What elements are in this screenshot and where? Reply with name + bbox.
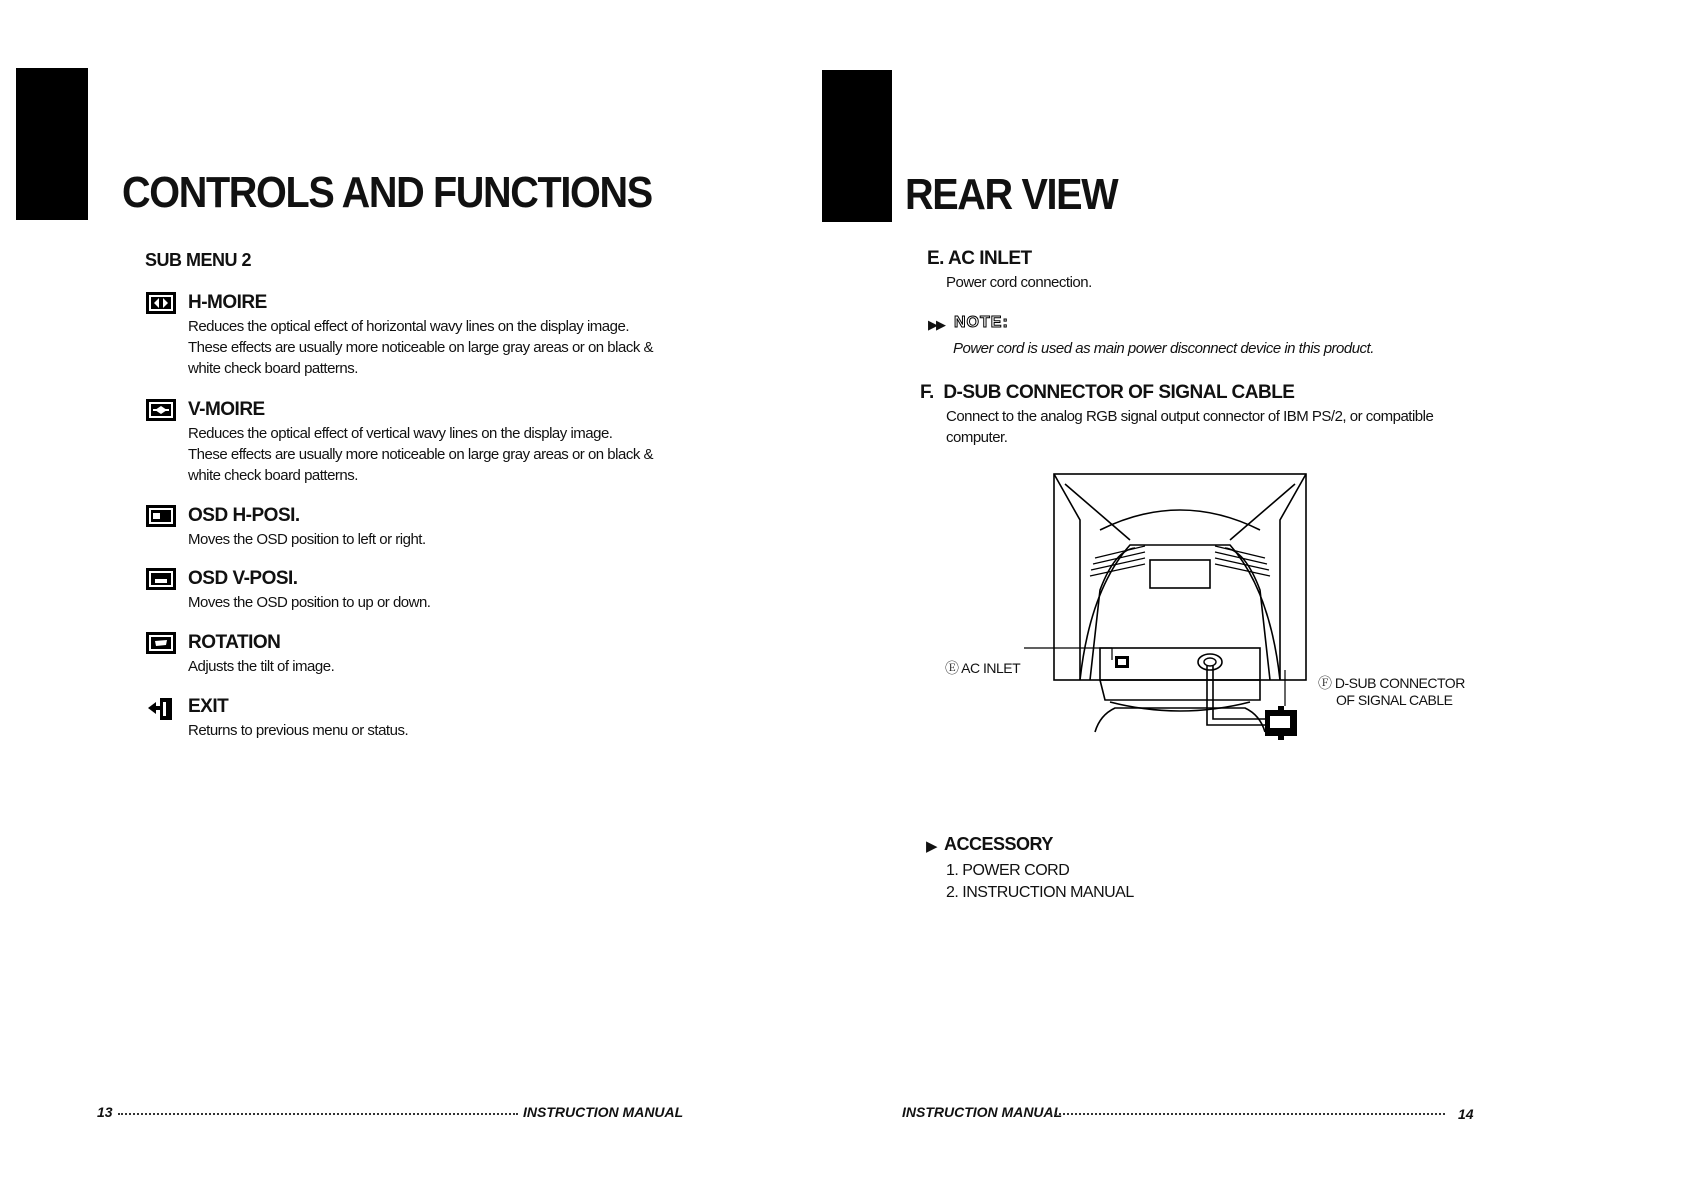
submenu-heading: SUB MENU 2 xyxy=(145,250,252,270)
left-page-number: 13 xyxy=(97,1104,113,1120)
h-moire-desc-2: These effects are usually more noticeable on large gray areas or on black & xyxy=(188,339,653,356)
dsub-desc-2: computer. xyxy=(946,429,1008,446)
monitor-rear-view-figure xyxy=(930,470,1453,760)
rotation-icon xyxy=(146,632,176,654)
osd-h-posi-desc: Moves the OSD position to left or right. xyxy=(188,531,426,548)
accessory-marker: ▶ xyxy=(926,838,938,855)
osd-v-posi-label: OSD V-POSI. xyxy=(188,568,298,589)
osd-v-posi-desc: Moves the OSD position to up or down. xyxy=(188,594,431,611)
v-moire-icon xyxy=(146,399,176,421)
h-moire-desc-1: Reduces the optical effect of horizontal wavy lines on the display image. xyxy=(188,318,629,335)
left-footer-leader xyxy=(118,1113,518,1115)
ac-inlet-desc: Power cord connection. xyxy=(946,274,1092,291)
right-chapter-tab xyxy=(822,70,892,222)
dsub-heading: F. D-SUB CONNECTOR OF SIGNAL CABLE xyxy=(920,382,1295,403)
v-moire-label: V-MOIRE xyxy=(188,399,265,420)
osd-h-posi-icon xyxy=(146,505,176,527)
figure-ac-inlet-label: Ⓔ AC INLET xyxy=(945,660,1021,676)
h-moire-label: H-MOIRE xyxy=(188,292,267,313)
v-moire-desc-2: These effects are usually more noticeable on large gray areas or on black & xyxy=(188,446,653,463)
accessory-heading: ACCESSORY xyxy=(944,834,1053,854)
osd-h-posi-label: OSD H-POSI. xyxy=(188,505,300,526)
rotation-desc: Adjusts the tilt of image. xyxy=(188,658,335,675)
left-footer-manual: INSTRUCTION MANUAL xyxy=(523,1104,684,1120)
ac-inlet-heading: E. AC INLET xyxy=(927,248,1032,269)
note-marker: ▶▶ xyxy=(928,317,944,332)
dsub-desc-1: Connect to the analog RGB signal output connector of IBM PS/2, or compatible xyxy=(946,408,1434,425)
left-chapter-tab xyxy=(16,68,88,220)
note-label: NOTE: xyxy=(954,314,1009,331)
right-page-number: 14 xyxy=(1458,1106,1474,1122)
exit-desc: Returns to previous menu or status. xyxy=(188,722,409,739)
accessory-item-1: 1. POWER CORD xyxy=(946,862,1070,879)
exit-label: EXIT xyxy=(188,696,229,717)
osd-v-posi-icon xyxy=(146,568,176,590)
v-moire-desc-1: Reduces the optical effect of vertical wavy lines on the display image. xyxy=(188,425,613,442)
accessory-item-2: 2. INSTRUCTION MANUAL xyxy=(946,884,1134,901)
left-page-title: CONTROLS AND FUNCTIONS xyxy=(122,168,652,217)
note-text: Power cord is used as main power disconnect device in this product. xyxy=(953,340,1374,357)
v-moire-desc-3: white check board patterns. xyxy=(188,467,358,484)
h-moire-desc-3: white check board patterns. xyxy=(188,360,358,377)
figure-dsub-label-2: OF SIGNAL CABLE xyxy=(1336,692,1453,708)
figure-dsub-label-1: Ⓕ D-SUB CONNECTOR xyxy=(1318,675,1465,691)
exit-icon xyxy=(146,694,176,722)
right-footer-manual: INSTRUCTION MANUAL xyxy=(902,1104,1063,1120)
right-footer-leader xyxy=(1050,1113,1445,1115)
right-page-title: REAR VIEW xyxy=(905,170,1118,219)
rotation-label: ROTATION xyxy=(188,632,281,653)
h-moire-icon xyxy=(146,292,176,314)
